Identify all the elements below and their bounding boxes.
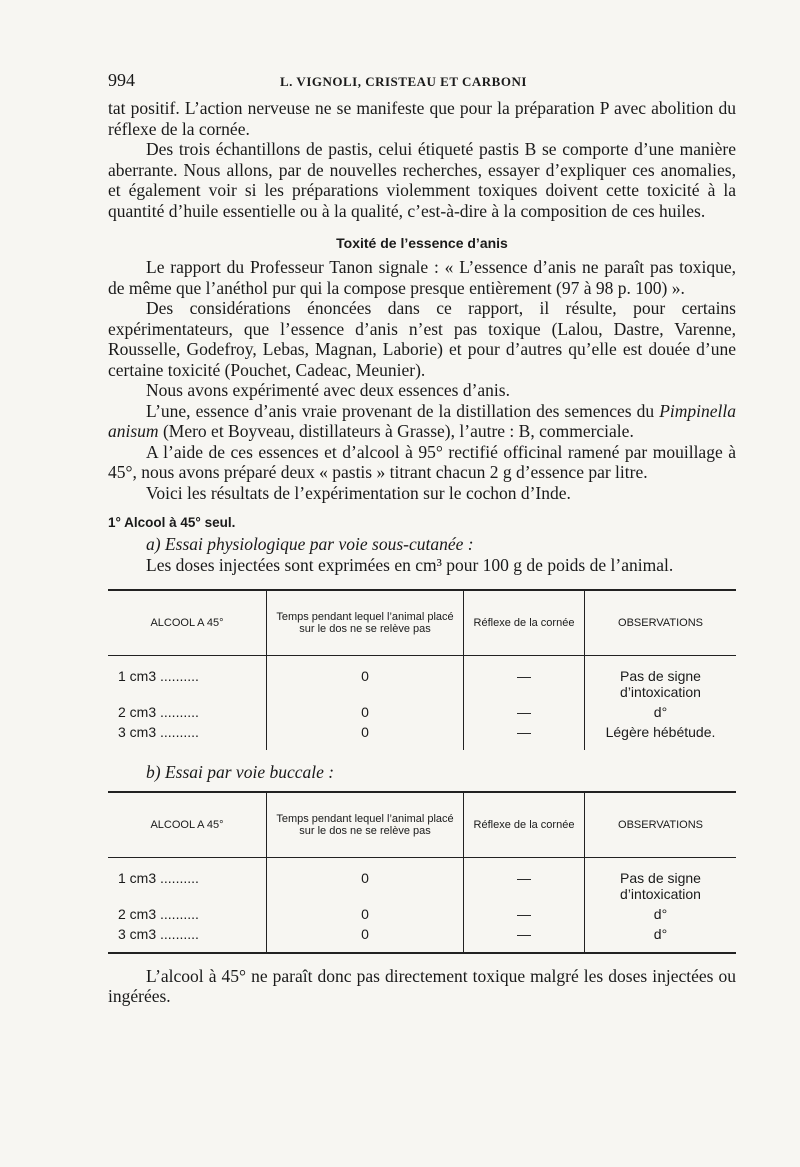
paragraph: Le rapport du Professeur Tanon signale : « L’essence d’anis ne paraît pas toxique, de même que l’anéthol pur qui la compose presque entièrement (97 à 98 p. 100) ». bbox=[108, 257, 736, 298]
species-name: Pimpinella anisum bbox=[108, 400, 736, 441]
page-number: 994 bbox=[108, 70, 135, 90]
paragraph-une bbox=[108, 401, 736, 442]
observation-cell: Pas de signe d’intoxication bbox=[585, 656, 737, 703]
time-cell: 0 bbox=[267, 904, 464, 924]
page bbox=[108, 70, 736, 1007]
reflex-cell: — bbox=[517, 869, 531, 886]
col-header-observations: OBSERVATIONS bbox=[585, 590, 737, 656]
dose-note: Les doses injectées sont exprimées en cm³ pour 100 g de poids de l’animal. bbox=[146, 554, 674, 575]
results-table-oral bbox=[108, 791, 736, 954]
paragraph: A l’aide de ces essences et d’alcool à 95° rectifié officinal ramené par mouillage à 45°, nous avons préparé deux « pastis » titrant chacun 2 g d’essence par litre. bbox=[108, 441, 736, 482]
paragraph: Des considérations énoncées dans ce rapport, il résulte, pour certains expérimentateurs, que l’essence d’anis n’est pas toxique (Lalou, Dastre, Varenne, Rousselle, Godefroy, Lebas, Magnan, Laborie) et pour d’autres qu’elle est douée d’une certaine toxicité (Pouchet, Cadeac, Meunier). bbox=[108, 298, 736, 380]
table-row bbox=[108, 656, 736, 703]
col-header-alcool: ALCOOL A 45° bbox=[150, 818, 224, 831]
reflex-cell: — bbox=[517, 704, 531, 720]
col-header-observations: OBSERVATIONS bbox=[585, 792, 737, 858]
table-row bbox=[108, 904, 736, 924]
results-table-subcutaneous bbox=[108, 589, 736, 750]
dose-cell: 2 cm3 .......... bbox=[118, 704, 199, 720]
dose-cell: 1 cm3 .......... bbox=[118, 869, 199, 886]
table-header-row bbox=[108, 792, 736, 858]
col-header-reflexe: Réflexe de la cornée bbox=[473, 818, 575, 831]
table-row bbox=[108, 924, 736, 953]
reflex-cell: — bbox=[517, 724, 531, 740]
time-cell: 0 bbox=[267, 924, 464, 953]
dose-cell: 2 cm3 .......... bbox=[118, 905, 199, 922]
time-cell: 0 bbox=[267, 722, 464, 750]
reflex-cell: — bbox=[517, 905, 531, 922]
observation-cell: d° bbox=[585, 904, 737, 924]
col-header-temps: Temps pendant lequel l’animal placé sur le dos ne se relève pas bbox=[267, 590, 464, 656]
observation-cell: Légère hébétude. bbox=[585, 722, 737, 750]
table-row bbox=[108, 857, 736, 904]
table-row bbox=[108, 722, 736, 750]
time-cell: 0 bbox=[267, 857, 464, 904]
observation-cell: d° bbox=[585, 924, 737, 953]
dose-cell: 1 cm3 .......... bbox=[118, 668, 199, 684]
reflex-cell: — bbox=[517, 668, 531, 684]
running-header bbox=[108, 70, 736, 98]
dose-cell: 3 cm3 .......... bbox=[118, 925, 199, 942]
subsection-title: 1° Alcool à 45° seul. bbox=[108, 515, 236, 530]
observation-cell: d° bbox=[585, 702, 737, 722]
col-header-reflexe: Réflexe de la cornée bbox=[473, 617, 575, 629]
trial-b-heading: b) Essai par voie buccale : bbox=[146, 762, 335, 782]
paragraph: tat positif. L’action nerveuse ne se manifeste que pour la préparation P avec abolition du réflexe de la cornée. bbox=[108, 98, 736, 139]
paragraph: Des trois échantillons de pastis, celui étiqueté pastis B se comporte d’une manière aberrante. Nous allons, par de nouvelles recherches, essayer d’expliquer ces anomalies, et également voir si les préparations violemment toxiques doivent cette toxicité à la quantité d’huile essentielle ou à la qualité, c’est-à-dire à la composition de ces huiles. bbox=[108, 139, 736, 221]
running-head-authors: L. VIGNOLI, CRISTEAU ET CARBONI bbox=[280, 74, 527, 89]
col-header-temps: Temps pendant lequel l’animal placé sur le dos ne se relève pas bbox=[267, 792, 464, 858]
table-row bbox=[108, 702, 736, 722]
time-cell: 0 bbox=[267, 656, 464, 703]
section-title: Toxité de l’essence d’anis bbox=[336, 235, 508, 251]
paragraph: Nous avons expérimenté avec deux essences d’anis. bbox=[146, 380, 510, 400]
table-header-row bbox=[108, 590, 736, 656]
dose-cell: 3 cm3 .......... bbox=[118, 724, 199, 740]
text-run: (Mero et Boyveau, distillateurs à Grasse), l’autre : B, commerciale. bbox=[158, 421, 634, 441]
col-header-alcool: ALCOOL A 45° bbox=[150, 617, 224, 629]
reflex-cell: — bbox=[517, 925, 531, 942]
text-run: L’une, essence d’anis vraie provenant de la distillation des semences du bbox=[146, 400, 660, 421]
paragraph: Voici les résultats de l’expérimentation sur le cochon d’Inde. bbox=[146, 482, 571, 503]
trial-a-heading: a) Essai physiologique par voie sous-cutanée : bbox=[146, 534, 474, 554]
observation-cell: Pas de signe d’intoxication bbox=[585, 857, 737, 904]
conclusion-paragraph: L’alcool à 45° ne paraît donc pas directement toxique malgré les doses injectées ou ingérées. bbox=[108, 965, 736, 1006]
time-cell: 0 bbox=[267, 702, 464, 722]
